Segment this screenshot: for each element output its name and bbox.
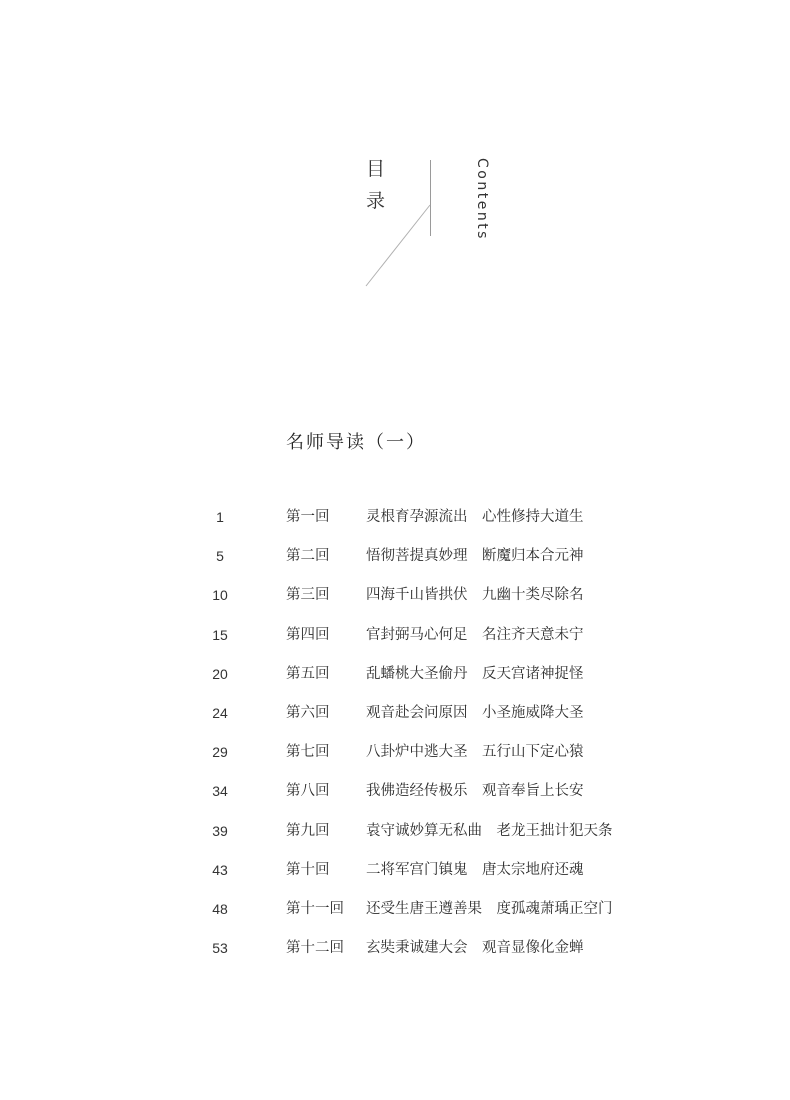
chapter-number: 第一回 (286, 509, 330, 525)
toc-row[interactable] (0, 506, 790, 545)
page-number: 53 (212, 940, 228, 957)
chapter-number: 第七回 (286, 744, 330, 761)
chapter-title: 玄奘秉诚建大会 观音显像化金蝉 (366, 940, 584, 957)
page-number: 43 (212, 861, 228, 878)
chapter-title: 悟彻菩提真妙理 断魔归本合元神 (366, 548, 584, 565)
toc-row[interactable] (0, 741, 790, 780)
chapter-number: 第三回 (286, 587, 330, 604)
page-number: 15 (212, 626, 228, 643)
title-char-mu: 目 (366, 158, 386, 180)
diagonal-divider-line (366, 205, 430, 286)
toc-row[interactable] (0, 859, 790, 898)
page-number: 34 (212, 783, 228, 800)
chapter-number: 第十回 (286, 861, 330, 878)
chapter-number: 第四回 (286, 626, 330, 643)
chapter-number: 第十二回 (286, 940, 344, 957)
toc-row[interactable] (0, 937, 790, 976)
toc-row[interactable] (0, 663, 790, 702)
chapter-title: 我佛造经传极乐 观音奉旨上长安 (366, 783, 584, 800)
chapter-title: 四海千山皆拱伏 九幽十类尽除名 (366, 587, 584, 604)
chapter-title: 二将军宫门镇鬼 唐太宗地府还魂 (366, 861, 584, 878)
chapter-title: 官封弼马心何足 名注齐天意未宁 (366, 626, 584, 643)
chapter-number: 第六回 (286, 704, 330, 721)
page-number: 48 (212, 900, 228, 917)
chapter-title: 八卦炉中逃大圣 五行山下定心猿 (366, 744, 584, 761)
page-number: 24 (212, 704, 228, 721)
title-contents-en: Contents (474, 158, 490, 241)
page-number: 1 (216, 509, 224, 525)
chapter-title: 灵根育孕源流出 心性修持大道生 (366, 509, 584, 525)
toc-list (0, 506, 790, 976)
chapter-number: 第二回 (286, 548, 330, 565)
page-number: 39 (212, 822, 228, 839)
chapter-title: 袁守诚妙算无私曲 老龙王拙计犯天条 (366, 822, 613, 839)
toc-row[interactable] (0, 584, 790, 623)
chapter-title: 还受生唐王遵善果 度孤魂萧瑀正空门 (366, 900, 613, 917)
chapter-title: 观音赴会问原因 小圣施威降大圣 (366, 704, 584, 721)
chapter-number: 第八回 (286, 783, 330, 800)
chapter-title: 乱蟠桃大圣偷丹 反天宫诸神捉怪 (366, 665, 584, 682)
toc-row[interactable] (0, 820, 790, 859)
page-number: 29 (212, 744, 228, 761)
toc-row[interactable] (0, 780, 790, 819)
page-number: 5 (216, 548, 224, 565)
page-number: 10 (212, 587, 228, 604)
title-char-lu: 录 (366, 190, 386, 212)
toc-row[interactable] (0, 545, 790, 584)
toc-row[interactable] (0, 898, 790, 937)
section-heading: 名师导读（一） (286, 432, 426, 453)
chapter-number: 第九回 (286, 822, 330, 839)
chapter-number: 第五回 (286, 665, 330, 682)
chapter-number: 第十一回 (286, 900, 344, 917)
decorative-lines (0, 0, 790, 300)
toc-row[interactable] (0, 624, 790, 663)
toc-row[interactable] (0, 702, 790, 741)
page-number: 20 (212, 665, 228, 682)
